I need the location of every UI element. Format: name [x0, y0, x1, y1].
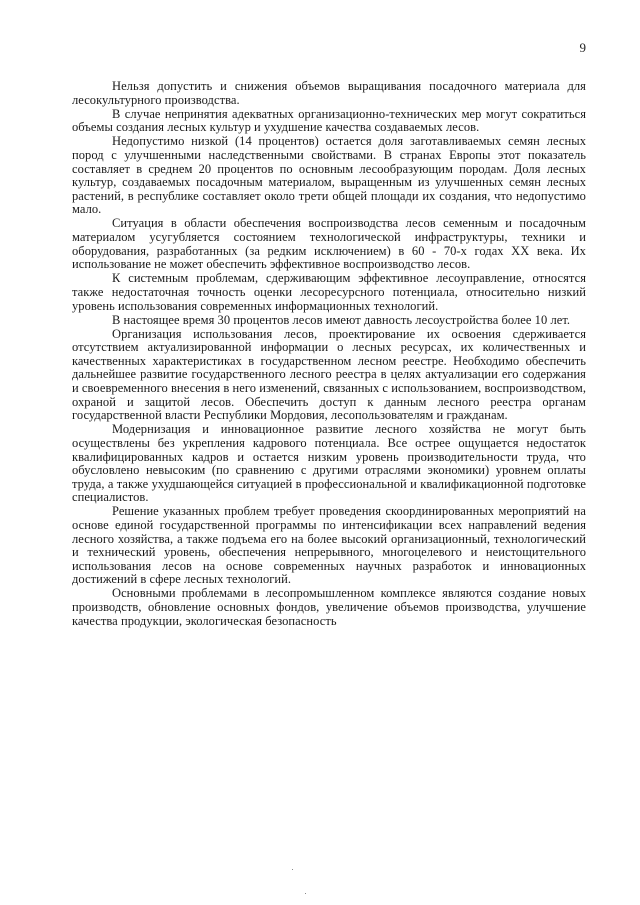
- paragraph: Нельзя допустить и снижения объемов выращивания посадочного материала для лесокультурного производства.: [72, 79, 586, 107]
- paragraph: Организация использования лесов, проектирование их освоения сдерживается отсутствием актуализированной информации о лесных ресурсах, их количественных и качественных характеристиках в государственном лесном реестре. Необходимо обеспечить дальнейшее развитие государственного лесного реестра в целях актуализации его содержания и своевременного внесения в него изменений, связанных с использованием, воспроизводством, охраной и защитой лесов. Обеспечить доступ к данным лесного реестра органам государственной власти Республики Мордовия, лесопользователям и гражданам.: [72, 326, 586, 423]
- paragraph: К системным проблемам, сдерживающим эффективное лесоуправление, относятся также недостаточная точность оценки лесоресурсного потенциала, относительно низкий уровень использования современных информационных технологий.: [72, 271, 586, 313]
- paragraph: В случае непринятия адекватных организационно-технических мер могут сократиться объемы создания лесных культур и ухудшение качества создаваемых лесов.: [72, 106, 586, 135]
- paragraph: Решение указанных проблем требует проведения скоординированных мероприятий на основе единой государственной программы по интенсификации всех направлений ведения лесного хозяйства, а также подъема его на более высокий организационный, технологический и технический уровень, обеспечения непрерывного, многоцелевого и неистощительного использования лесов на основе современных научных разработок и инновационных достижений в сфере лесных технологий.: [72, 504, 586, 587]
- paragraph: Основными проблемами в лесопромышленном комплексе являются создание новых производств, обновление основных фондов, увеличение объемов производства, улучшение качества продукции, экологическая безопасность: [72, 586, 586, 628]
- scan-speck: [292, 869, 293, 870]
- page-number: 9: [579, 40, 586, 55]
- body-text: [72, 80, 586, 629]
- scan-speck: [305, 893, 306, 894]
- paragraph: Ситуация в области обеспечения воспроизводства лесов семенным и посадочным материалом усугубляется состоянием технологической инфраструктуры, техники и оборудования, разработанных (за редким исключением) в 60 - 70-х годах XX века. Их использование не может обеспечить эффективное воспроизводство лесов.: [72, 216, 586, 272]
- paragraph: В настоящее время 30 процентов лесов имеют давность лесоустройства более 10 лет.: [112, 312, 571, 327]
- paragraph: Модернизация и инновационное развитие лесного хозяйства не могут быть осуществлены без укрепления кадрового потенциала. Все острее ощущается недостаток квалифицированных кадров и остается низким уровень производительности труда, что обусловлено невысоким (по сравнению с другими отраслями экономики) уровнем оплаты труда, а также ухудшающейся ситуацией в профессиональной и квалификационной подготовке специалистов.: [72, 422, 586, 505]
- paragraph: Недопустимо низкой (14 процентов) остается доля заготавливаемых семян лесных пород с улучшенными наследственными свойствами. В странах Европы этот показатель составляет в среднем 20 процентов по основным лесообразующим породам. Доля лесных культур, создаваемых посадочным материалом, выращенным из улучшенных семян лесных растений, в республике составляет около трети общей площади их создания, что недопустимо мало.: [72, 134, 586, 217]
